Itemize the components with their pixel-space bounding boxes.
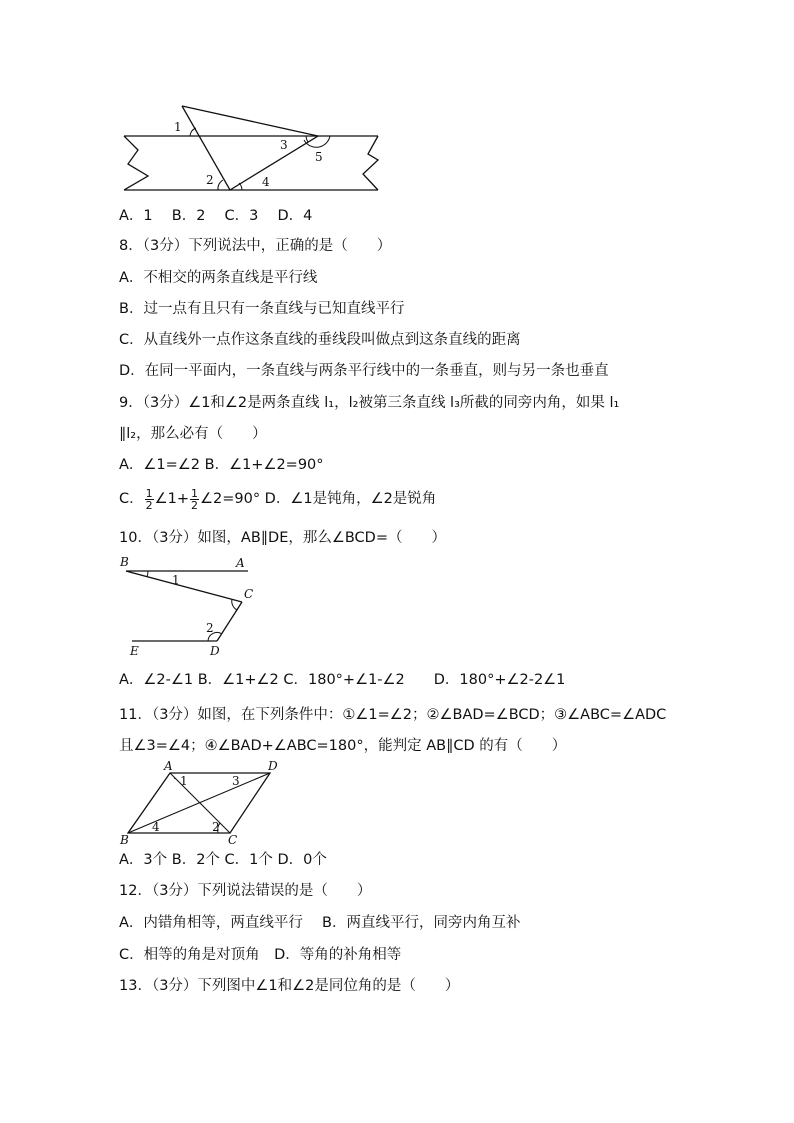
- q11-label-4: 4: [152, 820, 160, 834]
- q12-options-ab: A．内错角相等，两直线平行 B．两直线平行，同旁内角互补: [119, 915, 521, 931]
- q10-label-c: C: [244, 587, 254, 601]
- q10-label-2: 2: [206, 621, 214, 635]
- q9-fraction-half-1: $\frac{1}{2}$: [145, 486, 153, 512]
- q8-option-b: B．过一点有且只有一条直线与已知直线平行: [119, 301, 405, 317]
- q10-label-a: A: [236, 556, 245, 570]
- q7-label-2: 2: [206, 173, 214, 187]
- q9-stem-line2: ∥l₂，那么必有（ ）: [119, 426, 267, 442]
- q9-options-cd: [119, 486, 436, 512]
- q11-label-1: 1: [180, 774, 188, 788]
- q11-options: A．3个 B．2个 C．1个 D．0个: [119, 852, 327, 868]
- q10-label-d: D: [210, 644, 220, 658]
- q7-options: A．1 B．2 C．3 D．4: [119, 208, 313, 224]
- q8-option-c: C．从直线外一点作这条直线的垂线段叫做点到这条直线的距离: [119, 332, 521, 348]
- q9-fraction-half-2: $\frac{1}{2}$: [191, 486, 198, 512]
- q8-option-d: D．在同一平面内，一条直线与两条平行线中的一条垂直，则与另一条也垂直: [119, 363, 609, 379]
- q8-stem: 8．（3分）下列说法中，正确的是（ ）: [119, 238, 392, 254]
- q11-label-c: C: [228, 833, 238, 847]
- q11-stem-line2: 且∠3=∠4；④∠BAD+∠ABC=180°，能判定 AB∥CD 的有（ ）: [119, 738, 567, 754]
- figure-q7-strip-triangle: [118, 100, 388, 196]
- q9-option-c-mid: ∠1+: [154, 491, 189, 507]
- q11-label-a: A: [164, 759, 173, 773]
- q12-stem: 12．（3分）下列说法错误的是（ ）: [119, 883, 372, 899]
- q7-label-3: 3: [280, 138, 288, 152]
- q11-label-2: 2: [212, 820, 220, 834]
- q9-options-ab: A．∠1=∠2 B．∠1+∠2=90°: [119, 457, 324, 473]
- q11-label-b: B: [120, 833, 129, 847]
- q7-label-5: 5: [315, 150, 323, 164]
- q10-label-b: B: [120, 555, 129, 569]
- q8-option-a: A．不相交的两条直线是平行线: [119, 270, 318, 286]
- q11-label-d: D: [268, 759, 278, 773]
- q9-option-c-prefix: C．: [119, 491, 144, 507]
- q10-label-1: 1: [172, 573, 180, 587]
- figure-q10-parallel-lines: [118, 552, 268, 658]
- q9-option-c-suffix: ∠2=90° D．∠1是钝角，∠2是锐角: [200, 491, 437, 507]
- q13-stem: 13．（3分）下列图中∠1和∠2是同位角的是（ ）: [119, 978, 460, 994]
- q10-stem: 10．（3分）如图，AB∥DE，那么∠BCD=（ ）: [119, 530, 446, 546]
- figure-q11-quadrilateral: [118, 758, 288, 848]
- q10-options: A．∠2-∠1 B．∠1+∠2 C．180°+∠1-∠2 D．180°+∠2-2∠1: [119, 672, 566, 688]
- q12-options-cd: C．相等的角是对顶角 D．等角的补角相等: [119, 947, 402, 963]
- q11-stem-line1: 11．（3分）如图，在下列条件中：①∠1=∠2；②∠BAD=∠BCD；③∠ABC=∠ADC: [119, 707, 667, 723]
- q9-stem-line1: 9．（3分）∠1和∠2是两条直线 l₁，l₂被第三条直线 l₃所截的同旁内角，如果 l₁: [119, 395, 620, 411]
- q7-label-4: 4: [262, 175, 270, 189]
- q10-label-e: E: [130, 644, 139, 658]
- q7-label-1: 1: [174, 120, 182, 134]
- q11-label-3: 3: [232, 774, 240, 788]
